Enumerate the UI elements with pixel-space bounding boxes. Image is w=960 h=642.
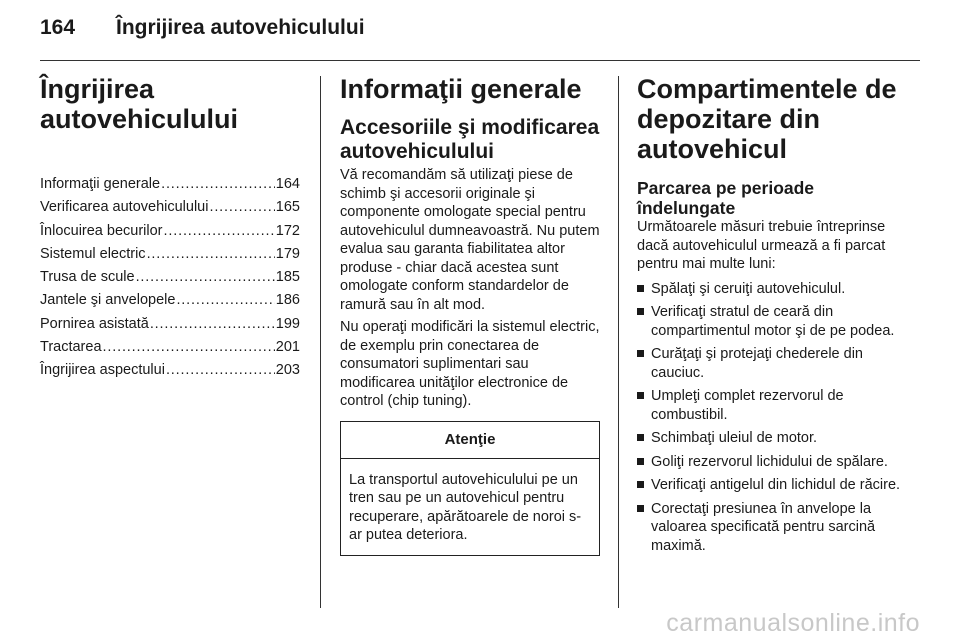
list-item: Corectaţi presiunea în anvelope la valoarea specificată pentru sarcină maximă. [637, 500, 909, 556]
body-paragraph: Vă recomandăm să utilizaţi piese de schimb şi accesorii originale şi componente omologate special pentru autovehiculul dumneavoastră. Nu putem evalua sau garanta fiabilitatea altor produse - chiar dacă acestea sunt omologate conform standardelor de ramură sau în alt mod. [340, 167, 600, 313]
list-item: Spălaţi şi ceruiţi autovehiculul. [637, 280, 909, 299]
table-of-contents [40, 176, 300, 386]
right-column [637, 74, 909, 560]
left-column [40, 74, 300, 386]
column-divider-2 [618, 76, 619, 608]
toc-entry[interactable]: Înlocuirea becurilor . . . 172 [40, 223, 300, 246]
list-item: Verificaţi antigelul din lichidul de răcire. [637, 476, 909, 495]
chapter-title: Îngrijirea autovehiculului [40, 74, 239, 134]
toc-entry[interactable]: Trusa de scule . . . 185 [40, 269, 300, 292]
section-title: Informaţii generale [340, 74, 582, 104]
warning-box [340, 421, 600, 556]
list-item: Curăţaţi şi protejaţi chederele din cauciuc. [637, 345, 909, 382]
page-header [40, 16, 920, 46]
toc-entry[interactable]: Tractarea . . . 201 [40, 339, 300, 362]
subsection-title: Parcarea pe perioade îndelungate [637, 178, 815, 218]
header-rule [40, 60, 920, 61]
toc-entry[interactable]: Pornirea asistată . . . 199 [40, 316, 300, 339]
list-item: Schimbaţi uleiul de motor. [637, 429, 909, 448]
subsection-title: Accesoriile şi modificarea autovehiculului [340, 116, 600, 163]
running-title: Îngrijirea autovehiculului [116, 16, 365, 39]
middle-column [340, 74, 602, 556]
list-item: Goliţi rezervorul lichidului de spălare. [637, 453, 909, 472]
list-item: Umpleţi complet rezervorul de combustibil. [637, 387, 909, 424]
section-title: Compartimentele de depozitare din autovehicul [637, 74, 897, 164]
body-paragraph: Următoarele măsuri trebuie întreprinse dacă autovehiculul urmează a fi parcat pentru mai multe luni: [637, 219, 886, 272]
toc-entry[interactable]: Îngrijirea aspectului . . . 203 [40, 362, 300, 385]
toc-entry[interactable]: Verificarea autovehiculului . . . 165 [40, 199, 300, 222]
body-paragraph: Nu operaţi modificări la sistemul electric, de exemplu prin conectarea de consumatori suplimentari sau modificarea unităţilor electronice de control (chip tuning). [340, 319, 600, 409]
warning-title: Atenţie [341, 422, 599, 459]
toc-entry[interactable]: Informaţii generale . . . 164 [40, 176, 300, 199]
bullet-list [637, 280, 909, 556]
page-number: 164 [40, 16, 76, 39]
column-divider-1 [320, 76, 321, 608]
list-item: Verificaţi stratul de ceară din compartimentul motor şi de pe podea. [637, 303, 909, 340]
watermark: carmanualsonline.info [666, 609, 920, 637]
toc-entry[interactable]: Sistemul electric . . . 179 [40, 246, 300, 269]
toc-entry[interactable]: Jantele şi anvelopele . . . 186 [40, 292, 300, 315]
warning-text: La transportul autovehiculului pe un tren sau pe un autovehicul pentru recuperare, apărătoarele de noroi s-ar putea deteriora. [349, 471, 582, 543]
